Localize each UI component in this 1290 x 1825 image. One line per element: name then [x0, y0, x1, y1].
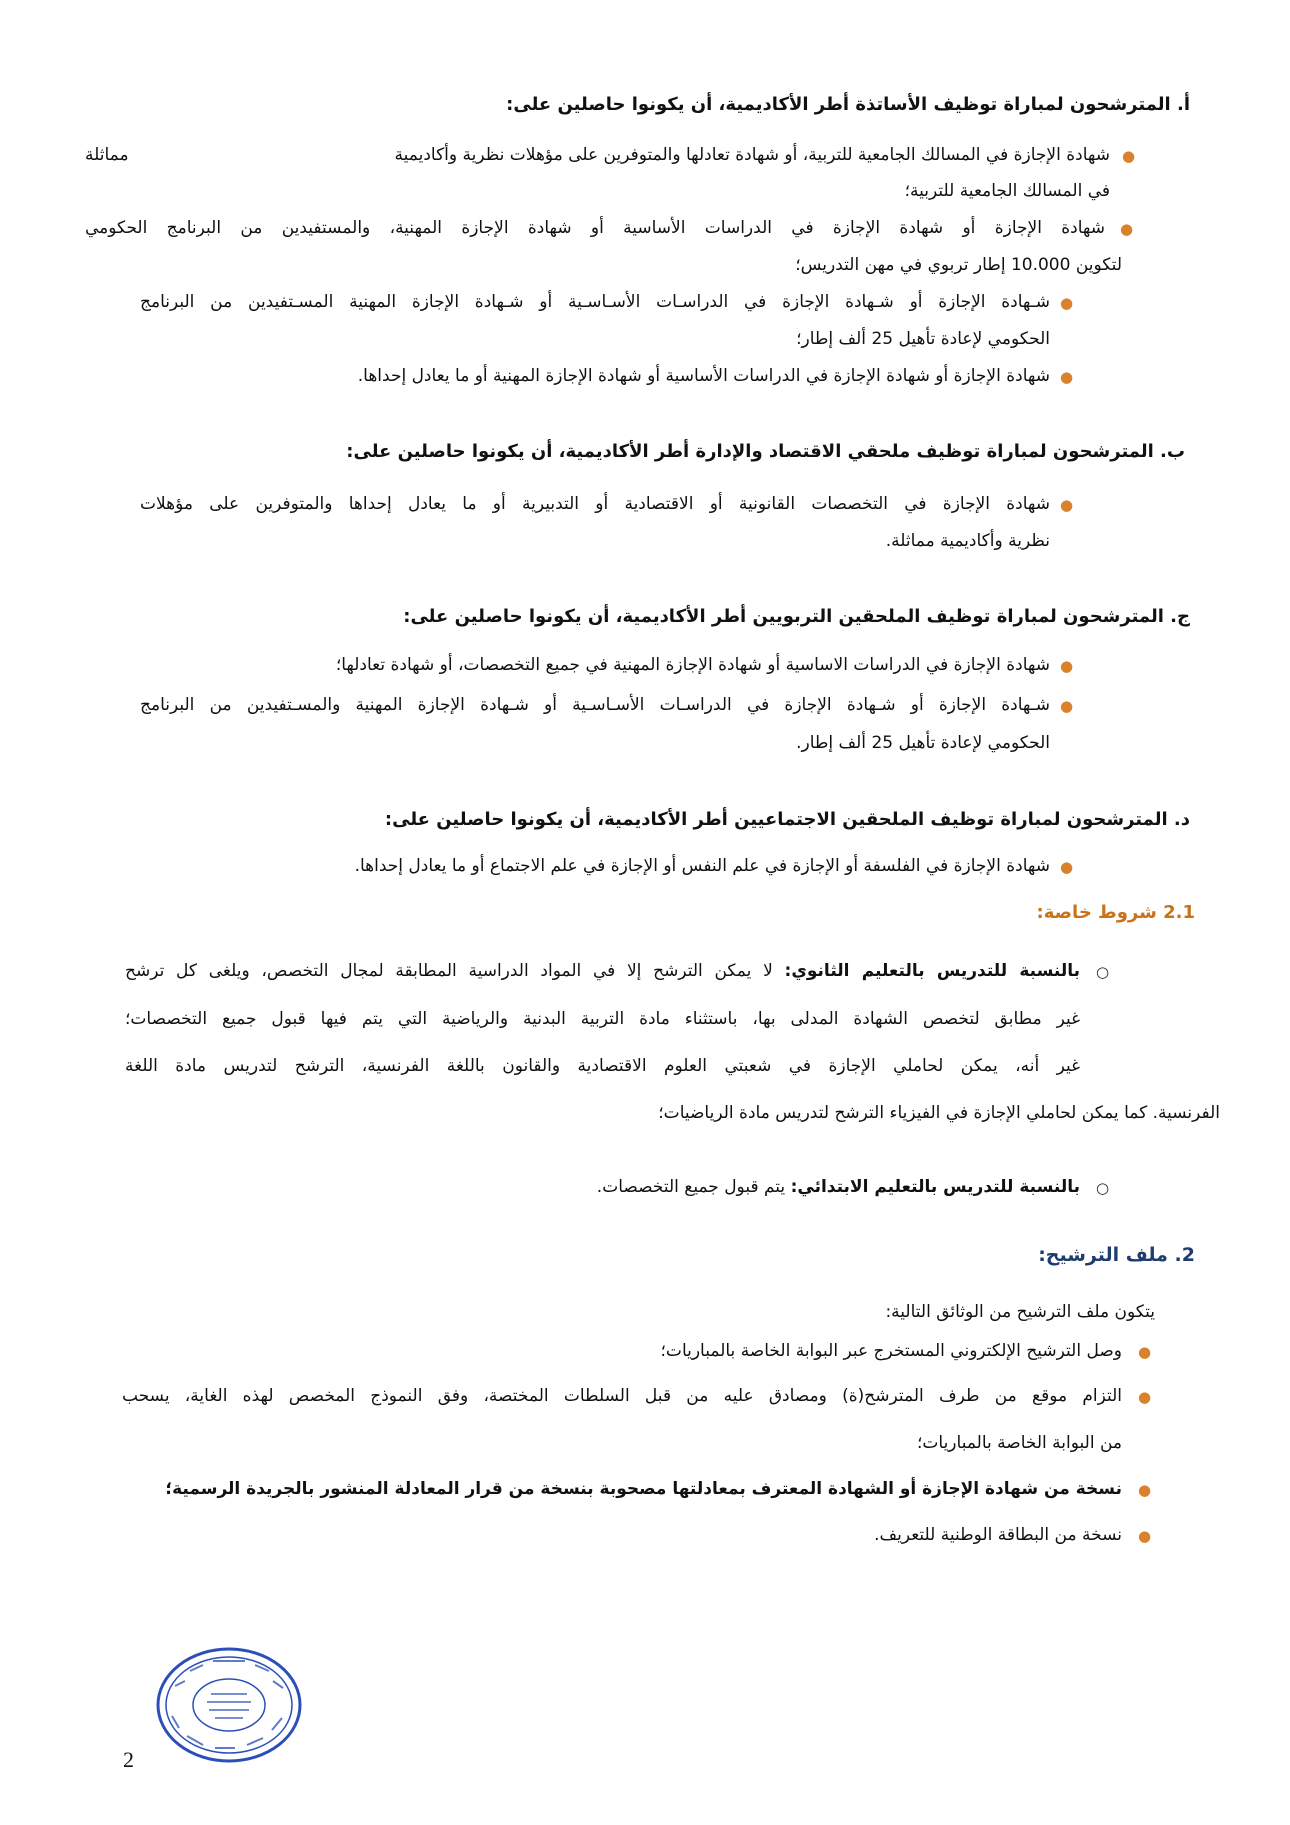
bullet-icon: ● — [1060, 294, 1074, 312]
bullet-icon: ● — [1138, 1388, 1152, 1406]
secondary-line3: غير أنه، يمكن لحاملي الإجازة في شعبتي العلوم الاقتصادية والقانون باللغة الفرنسية، الترشح لتدريس مادة اللغة — [125, 1056, 1080, 1076]
a-item1-line2: في المسالك الجامعية للتربية؛ — [904, 181, 1110, 201]
bullet-icon: ● — [1122, 147, 1136, 165]
file-item3: نسخة من شهادة الإجازة أو الشهادة المعترف بمعادلتها مصحوبة بنسخة من قرار المعادلة المنشور بالجريدة الرسمية؛ — [165, 1479, 1122, 1499]
bullet-icon: ● — [1138, 1481, 1152, 1499]
c-item2-line1: شـهادة الإجازة أو شـهادة الإجازة في الدراسـات الأسـاسـية أو شـهادة الإجازة المهنية والمسـتفيدين من البرنامج — [140, 695, 1050, 715]
circle-bullet-icon: ○ — [1096, 1179, 1110, 1197]
bullet-icon: ● — [1060, 858, 1074, 876]
section-d-heading: د. المترشحون لمباراة توظيف الملحقين الاجتماعيين أطر الأكاديمية، أن يكونوا حاصلين على: — [384, 809, 1190, 830]
a-item2-line2: لتكوين 10.000 إطار تربوي في مهن التدريس؛ — [795, 255, 1122, 275]
secondary-text: لا يمكن الترشح إلا في المواد الدراسية المطابقة لمجال التخصص، ويلغى كل ترشح — [125, 961, 773, 981]
section-c-heading: ج. المترشحون لمباراة توظيف الملحقين التربويين أطر الأكاديمية، أن يكونوا حاصلين على: — [403, 606, 1190, 627]
bullet-icon: ● — [1060, 368, 1074, 386]
secondary-line4: الفرنسية. كما يمكن لحاملي الإجازة في الفيزياء الترشح لتدريس مادة الرياضيات؛ — [658, 1103, 1220, 1123]
c-item1: شهادة الإجازة في الدراسات الاساسية أو شهادة الإجازة المهنية في جميع التخصصات، أو شهادة تعادلها؛ — [335, 655, 1050, 675]
bullet-icon: ● — [1060, 697, 1074, 715]
a-item1-line1: شهادة الإجازة في المسالك الجامعية للتربية، أو شهادة تعادلها والمتوفرين على مؤهلات نظرية وأكاديمية — [394, 145, 1110, 165]
bullet-icon: ● — [1060, 496, 1074, 514]
special-conditions-heading: 2.1 شروط خاصة: — [1036, 902, 1195, 923]
circle-bullet-icon: ○ — [1096, 963, 1110, 981]
file-item2-line2: من البوابة الخاصة بالمباريات؛ — [916, 1433, 1122, 1453]
section-a-heading: أ. المترشحون لمباراة توظيف الأساتذة أطر الأكاديمية، أن يكونوا حاصلين على: — [506, 94, 1190, 115]
page-number: 2 — [123, 1747, 134, 1772]
bullet-icon: ● — [1138, 1343, 1152, 1361]
secondary-line2: غير مطابق لتخصص الشهادة المدلى بها، باستثناء مادة التربية البدنية والرياضية التي يتم فيها قبول جميع التخصصات؛ — [125, 1009, 1080, 1029]
d-item1: شهادة الإجازة في الفلسفة أو الإجازة في علم النفس أو الإجازة في علم الاجتماع أو ما يعادل إحداها. — [354, 856, 1050, 876]
section-b-heading: ب. المترشحون لمباراة توظيف ملحقي الاقتصاد والإدارة أطر الأكاديمية، أن يكونوا حاصلين على: — [346, 441, 1185, 462]
official-stamp-icon — [155, 1646, 303, 1764]
b-item1-line2: نظرية وأكاديمية مماثلة. — [885, 531, 1050, 551]
b-item1-line1: شهادة الإجازة في التخصصات القانونية أو الاقتصادية أو التدبيرية أو ما يعادل إحداها والمتوفرين على مؤهلات — [140, 494, 1050, 514]
c-item2-line2: الحكومي لإعادة تأهيل 25 ألف إطار. — [796, 733, 1050, 753]
primary-label: بالنسبة للتدريس بالتعليم الابتدائي: — [790, 1177, 1080, 1197]
a-item3-line1: شـهادة الإجازة أو شـهادة الإجازة في الدراسـات الأسـاسـية أو شـهادة الإجازة المهنية المسـتفيدين من البرنامج — [140, 292, 1050, 312]
bullet-icon: ● — [1060, 657, 1074, 675]
a-item3-line2: الحكومي لإعادة تأهيل 25 ألف إطار؛ — [796, 329, 1050, 349]
a-item4: شهادة الإجازة أو شهادة الإجازة في الدراسات الأساسية أو شهادة الإجازة المهنية أو ما يعادل إحداها. — [357, 366, 1050, 386]
secondary-label: بالنسبة للتدريس بالتعليم الثانوي: — [784, 961, 1080, 981]
file-item4: نسخة من البطاقة الوطنية للتعريف. — [874, 1525, 1122, 1545]
secondary-line1 — [125, 956, 1080, 986]
bullet-icon: ● — [1120, 220, 1134, 238]
file-item2-line1: التزام موقع من طرف المترشح(ة) ومصادق عليه من قبل السلطات المختصة، وفق النموذج المخصص لهذه الغاية، يسحب — [122, 1386, 1122, 1406]
bullet-icon: ● — [1138, 1527, 1152, 1545]
file-intro: يتكون ملف الترشيح من الوثائق التالية: — [885, 1302, 1155, 1322]
primary-text: يتم قبول جميع التخصصات. — [596, 1177, 786, 1197]
file-item1: وصل الترشيح الإلكتروني المستخرج عبر البوابة الخاصة بالمباريات؛ — [660, 1341, 1122, 1361]
a-item2-line1: شهادة الإجازة أو شهادة الإجازة في الدراسات الأساسية أو شهادة الإجازة المهنية، والمستفيدين من البرنامج الحكومي — [85, 218, 1105, 238]
primary-line — [597, 1172, 1080, 1202]
a-item1-extra: مماثلة — [85, 145, 129, 165]
application-file-heading: 2. ملف الترشيح: — [1038, 1244, 1195, 1266]
